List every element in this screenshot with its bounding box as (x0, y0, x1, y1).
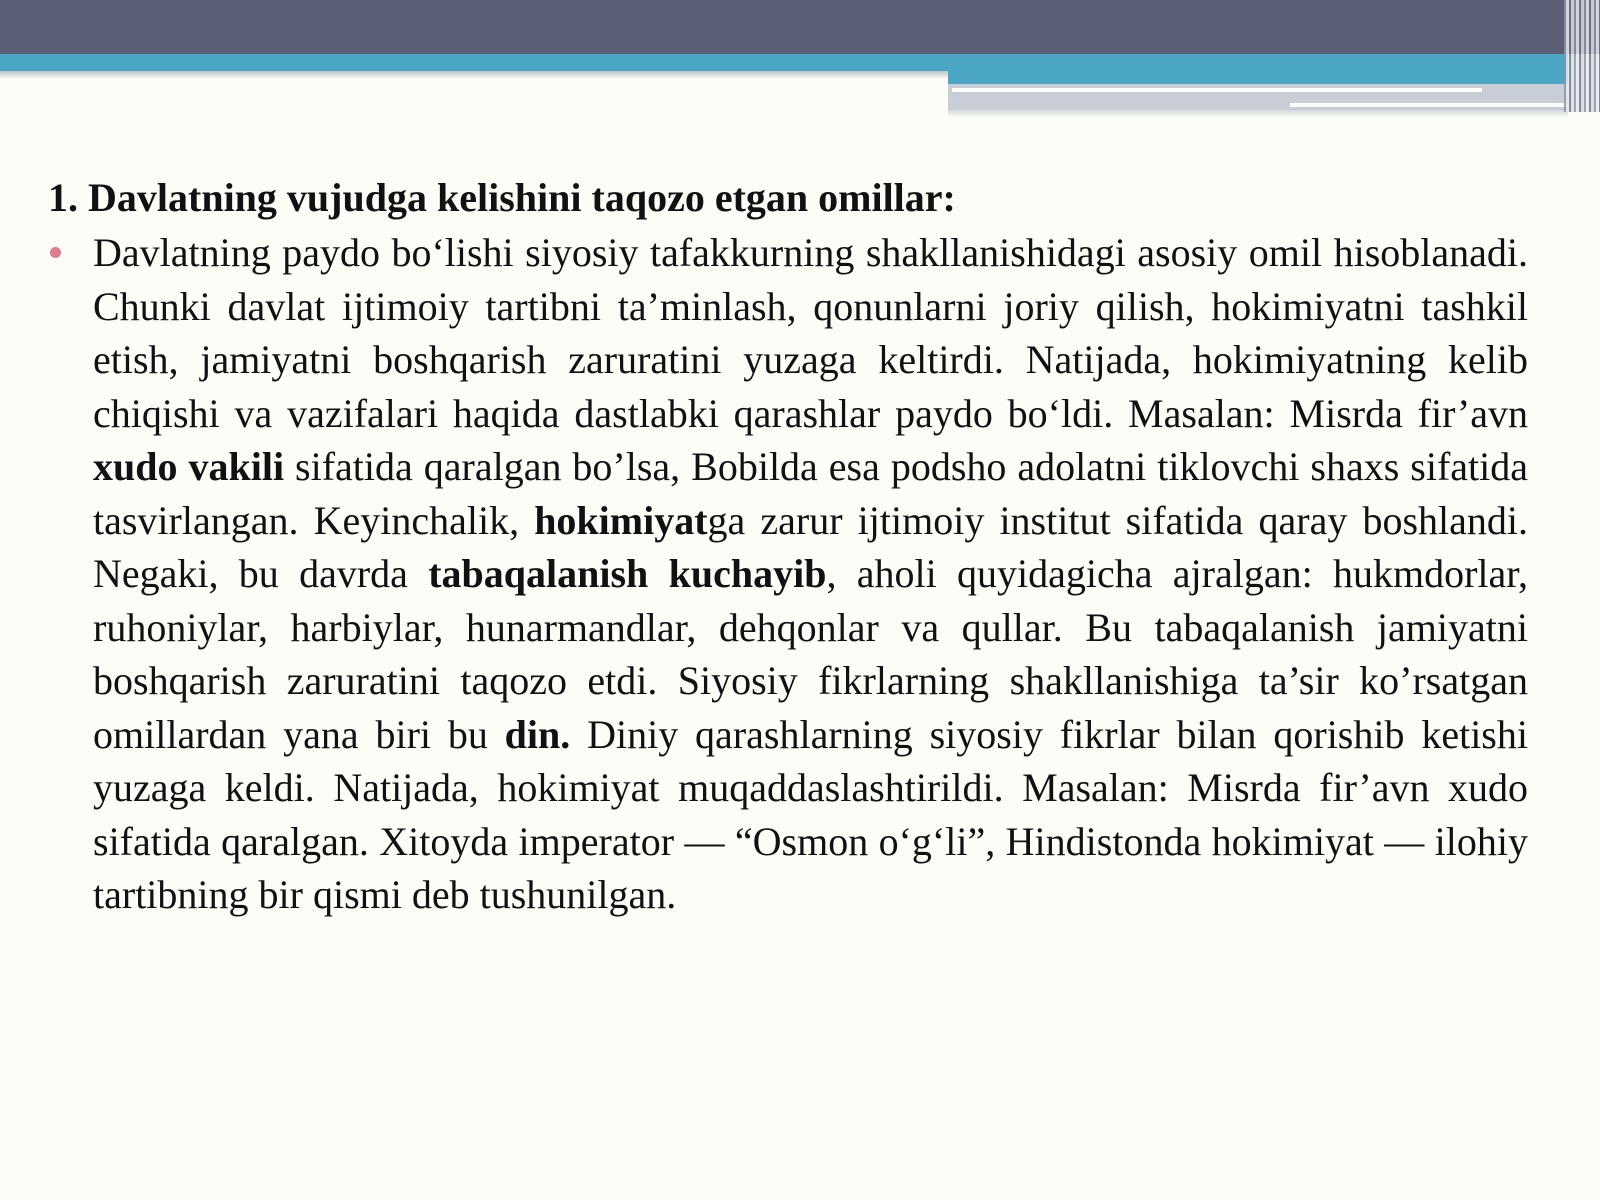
bullet-item (48, 226, 1528, 922)
paragraph-text: , aholi quyidagicha ajralgan: hukmdorlar, ruhoniylar, harbiylar, hunarmandlar, dehqonlar va qullar. Bu tabaqalanish jamiyatni boshqarish zaruratini taqozo etdi. Siyosiy fikrlarning shakllanishiga ta’sir ko’rsatgan omillardan yana biri bu (93, 551, 1528, 757)
header-band-shadow (948, 110, 1568, 118)
header-white-line (1290, 103, 1570, 107)
bullet-paragraph (93, 226, 1528, 922)
header-edge-decoration (1564, 0, 1600, 112)
paragraph-text: Diniy qarashlarning siyosiy fikrlar bilan qorishib ketishi yuzaga keldi. Natijada, hokimiyat muqaddaslashtirildi. Masalan: Misrda fir’avn xudo sifatida qaralgan. Xitoyda imperator — “Osmon o‘g‘li”, Hindistonda hokimiyat — ilohiy tartibning bir qismi deb tushunilgan. (93, 711, 1528, 917)
paragraph-bold-text: xudo vakili (93, 444, 285, 489)
paragraph-text: sifatida qaralgan bo’lsa, Bobilda esa podsho adolatni tiklovchi shaxs sifatida tasvirlangan. Keyinchalik, (93, 444, 1528, 543)
paragraph-bold-text: tabaqalanish kuchayib (428, 551, 827, 596)
slide-heading: 1. Davlatning vujudga kelishini taqozo etgan omillar: (48, 175, 956, 220)
header-band-teal-right (948, 54, 1568, 84)
header-band-shadow (0, 71, 948, 79)
header-band-teal-left (0, 54, 948, 71)
header-white-line (952, 88, 1482, 92)
paragraph-bold-text: din. (504, 711, 571, 757)
paragraph-text: ga zarur ijtimoiy institut sifatida qaray boshlandi. Negaki, bu davrda (93, 497, 1528, 596)
paragraph-text: Davlatning paydo bo‘lishi siyosiy tafakkurning shakllanishidagi asosiy omil hisoblanadi. Chunki davlat ijtimoiy tartibni ta’minlash, qonunlarni joriy qilish, hokimiyatni tashkil etish, jamiyatni boshqarish zaruratini yuzaga keltirdi. Natijada, hokimiyatning kelib chiqishi va vazifalari haqida dastlabki qarashlar paydo bo‘ldi. Masalan: Misrda fir’avn (93, 230, 1528, 436)
header-band-dark (0, 0, 1600, 54)
slide-content (48, 170, 1528, 922)
paragraph-bold-text: hokimiyat (534, 497, 708, 543)
bullet-dot-icon (50, 247, 61, 258)
